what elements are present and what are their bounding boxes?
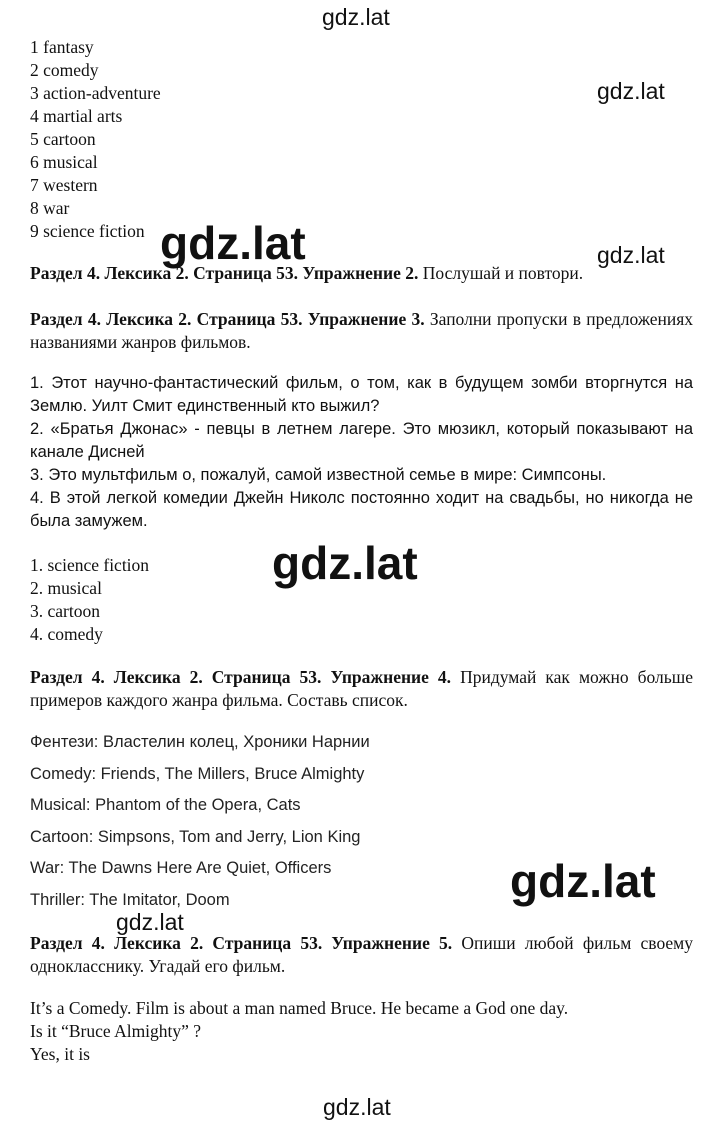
watermark-top: gdz.lat xyxy=(322,4,390,30)
list-item: 4. comedy xyxy=(30,624,103,644)
exercise-3-task: Заполни пропуски в предложениях названиями жанров фильмов. xyxy=(30,309,693,352)
list-item: 3. cartoon xyxy=(30,601,100,621)
list-item: 5 cartoon xyxy=(30,129,96,149)
exercise-2 xyxy=(30,262,693,285)
exercise-4-task: Придумай как можно больше примеров каждого жанра фильма. Составь список. xyxy=(30,667,693,710)
watermark-right-2: gdz.lat xyxy=(597,242,665,268)
list-item: Comedy: Friends, The Millers, Bruce Almighty xyxy=(30,764,365,783)
sentence-1: 1. Этот научно-фантастический фильм, о том, как в будущем зомби вторгнутся на Землю. Уилт Смит единственный кто выжил? xyxy=(30,374,693,415)
list-item: 2. musical xyxy=(30,578,102,598)
list-item: 6 musical xyxy=(30,152,98,172)
exercise-4-heading: Раздел 4. Лексика 2. Страница 53. Упражнение 4. xyxy=(30,667,452,687)
watermark-right-1: gdz.lat xyxy=(597,78,665,104)
sentence-3: 3. Это мультфильм о, пожалуй, самой известной семье в мире: Симпсоны. xyxy=(30,466,607,484)
list-item: 1 fantasy xyxy=(30,37,94,57)
dialogue-line: It’s a Comedy. Film is about a man named Bruce. He became a God one day. xyxy=(30,998,569,1018)
sentence-4: 4. В этой легкой комедии Джейн Николс постоянно ходит на свадьбы, но никогда не была замужем. xyxy=(30,489,693,530)
list-item: Cartoon: Simpsons, Tom and Jerry, Lion King xyxy=(30,827,361,846)
exercise-2-task: Послушай и повтори. xyxy=(418,263,584,283)
list-item: War: The Dawns Here Are Quiet, Officers xyxy=(30,859,332,877)
exercise-5-dialogue xyxy=(30,997,568,1066)
list-item: 7 western xyxy=(30,175,98,195)
list-item: 1. science fiction xyxy=(30,555,150,575)
exercise-3 xyxy=(30,308,693,354)
exercise-3-answers xyxy=(30,554,149,646)
exercise-5 xyxy=(30,932,693,978)
dialogue-line: Yes, it is xyxy=(30,1044,90,1064)
list-item: Musical: Phantom of the Opera, Cats xyxy=(30,796,301,814)
watermark-large-1: gdz.lat xyxy=(160,217,306,269)
list-item: 9 science fiction xyxy=(30,221,145,241)
list-item: 4 martial arts xyxy=(30,106,123,126)
exercise-4-answers xyxy=(30,727,370,916)
exercise-5-task: Опиши любой фильм своему однокласснику. Угадай его фильм. xyxy=(30,933,693,976)
list-item: 3 action-adventure xyxy=(30,83,161,103)
watermark-large-2: gdz.lat xyxy=(272,537,418,589)
watermark-large-3: gdz.lat xyxy=(510,855,656,907)
exercise-3-heading: Раздел 4. Лексика 2. Страница 53. Упражнение 3. xyxy=(30,309,425,329)
list-item: 2 comedy xyxy=(30,60,99,80)
list-item: Thriller: The Imitator, Doom xyxy=(30,890,230,909)
exercise-4 xyxy=(30,666,693,712)
exercise-5-heading: Раздел 4. Лексика 2. Страница 53. Упражнение 5. xyxy=(30,933,453,953)
dialogue-line: Is it “Bruce Almighty” ? xyxy=(30,1021,202,1041)
watermark-bottom: gdz.lat xyxy=(323,1094,391,1120)
watermark-small-left: gdz.lat xyxy=(116,909,184,935)
genre-list xyxy=(30,36,161,243)
list-item: 8 war xyxy=(30,198,70,218)
sentence-2: 2. «Братья Джонас» - певцы в летнем лагере. Это мюзикл, который показывают на канале Дисней xyxy=(30,420,693,461)
exercise-2-heading: Раздел 4. Лексика 2. Страница 53. Упражнение 2. xyxy=(30,263,419,283)
list-item: Фентези: Властелин колец, Хроники Нарнии xyxy=(30,733,370,751)
